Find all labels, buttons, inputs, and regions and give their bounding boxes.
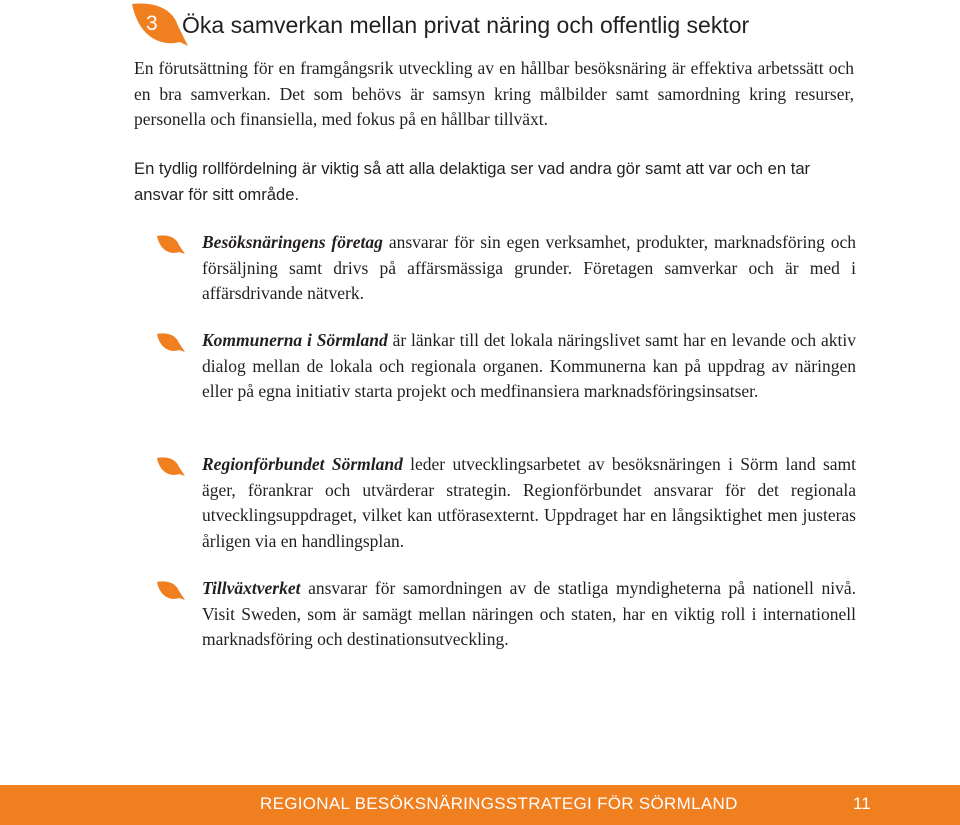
leaf-bullet-icon — [156, 234, 186, 256]
list-item-description: är länkar till det lokala näringslivet samt har en levande och aktiv dialog mellan de lokala och regionala organen. Kommunerna kan på uppdrag av näringen eller på egna initiativ starta projekt och medfinansiera marknadsföringsinsatser. — [202, 330, 856, 401]
list-item-text — [202, 576, 856, 653]
list-item-term: Kommunerna i Sörmland — [202, 330, 388, 350]
leaf-bullet-icon — [156, 580, 186, 602]
intro-paragraph-roles: En tydlig rollfördelning är viktig så att alla delaktiga ser vad andra gör samt att var och en tar ansvar för sitt område. — [134, 159, 811, 204]
intro-paragraph: En förutsättning för en framgångsrik utveckling av en hållbar besöksnäring är effektiva arbetssätt och en bra samverkan. Det som behövs är samsyn kring målbilder samt samordning kring resurser, personella och finansiella, med fokus på en hållbar tillväxt. — [134, 58, 854, 129]
list-item-description: ansvarar för samordningen av de statliga myndigheterna på nationell nivå. Visit Sweden, som är samägt mellan näringen och staten, har en viktig roll i internationell marknadsföring och destinationsutveckling. — [202, 578, 856, 649]
section-number-badge — [128, 2, 190, 48]
leaf-bullet-icon — [156, 456, 186, 478]
page-footer — [0, 785, 960, 825]
section-number: 3 — [146, 12, 158, 35]
list-item-description: leder utvecklingsarbetet av besöksnäringen i Sörm land samt äger, förankrar och utvärderar strategin. Regionförbundet ansvarar för det regionala utvecklingsuppdraget, vilket kan utförasexternt. Uppdraget har en långsiktighet men justeras årligen via en handlingsplan. — [202, 454, 856, 551]
list-item-text — [202, 328, 856, 405]
footer-title: REGIONAL BESÖKSNÄRINGSSTRATEGI FÖR SÖRMLAND — [260, 794, 738, 813]
list-item-text — [202, 230, 856, 307]
leaf-icon — [128, 2, 190, 48]
list-item-term: Tillväxtverket — [202, 578, 301, 598]
list-item-term: Besöksnäringens företag — [202, 232, 383, 252]
page-number: 11 — [853, 794, 871, 813]
section-title: Öka samverkan mellan privat näring och offentlig sektor — [182, 12, 750, 38]
leaf-bullet-icon — [156, 332, 186, 354]
list-item-term: Regionförbundet Sörmland — [202, 454, 403, 474]
list-item-text — [202, 452, 856, 554]
list-item-description: ansvarar för sin egen verksamhet, produkter, marknadsföring och försäljning samt drivs på affärsmässiga grunder. Företagen samverkar och är med i affärsdrivande nätverk. — [202, 232, 856, 303]
